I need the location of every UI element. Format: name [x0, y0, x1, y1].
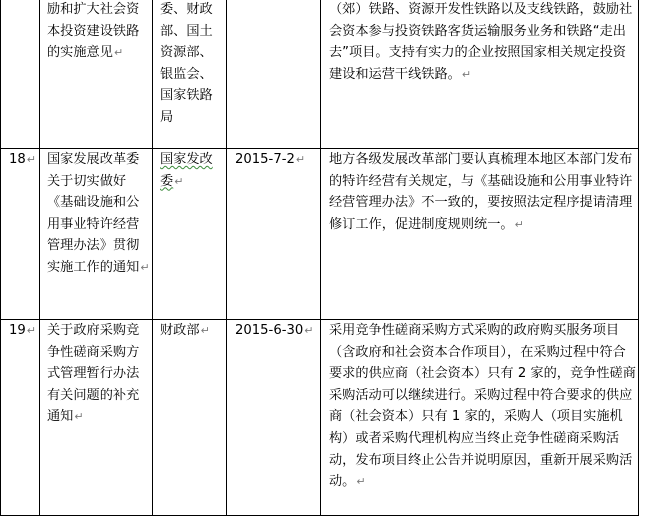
paragraph-mark: ↵ — [113, 46, 124, 60]
content-cell: 采用竞争性磋商采购方式采购的政府购买服务项目（含政府和社会资本合作项目），在采购过程中符合要求的供应商（社会资本）只有 2 家的，竞争性磋商采购活动可以继续进行。采购过程中符合要求的供应商（社会资本）只有 1 家的，采购人（项目实施机构）或者采购代理机构应当终止竞争性磋商采购活动，发布项目终止公告并说明原因，重新开展采购活动。↵ — [321, 320, 639, 516]
paragraph-mark: ↵ — [461, 67, 472, 81]
department-cell: 国家发改 委↵ — [153, 149, 227, 320]
paragraph-mark: ↵ — [140, 260, 150, 274]
date-cell — [227, 0, 321, 149]
row-number-cell — [1, 0, 40, 149]
content-cell: （郊）铁路、资源开发性铁路以及支线铁路，鼓励社会资本参与投资铁路客货运输服务业务和铁路“走出去”项目。支持有实力的企业按照国家相关规定投资建设和运营干线铁路。↵ — [321, 0, 639, 149]
department-cell: 财政部↵ — [153, 320, 227, 516]
table-row — [1, 320, 639, 516]
date-cell: 2015-6-30↵ — [227, 320, 321, 516]
date-cell: 2015-7-2↵ — [227, 149, 321, 320]
table-row — [1, 0, 639, 149]
department-cell: 委、财政 部、国土 资源部、 银监会、 国家铁路 局 — [153, 0, 227, 149]
row-number-cell: 19↵ — [1, 320, 40, 516]
paragraph-mark: ↵ — [356, 475, 366, 489]
policy-title-cell: 关于政府采购竞争性磋商采购方式管理暂行办法有关问题的补充通知↵ — [40, 320, 153, 516]
paragraph-mark: ↵ — [74, 410, 84, 424]
table-row — [1, 149, 639, 320]
content-cell: 地方各级发展改革部门要认真梳理本地区本部门发布的特许经营有关规定，与《基础设施和公用事业特许经营管理办法》不一致的，要按照法定程序提请清理修订工作，促进制度规则统一。↵ — [321, 149, 639, 320]
row-number-cell: 18↵ — [1, 149, 40, 320]
paragraph-mark: ↵ — [514, 217, 524, 231]
policy-title-cell: 国家发展改革委关于切实做好《基础设施和公用事业特许经营管理办法》贯彻实施工作的通知↵ — [40, 149, 153, 320]
policy-title-cell: 励和扩大社会资本投资建设铁路的实施意见↵ — [40, 0, 153, 149]
